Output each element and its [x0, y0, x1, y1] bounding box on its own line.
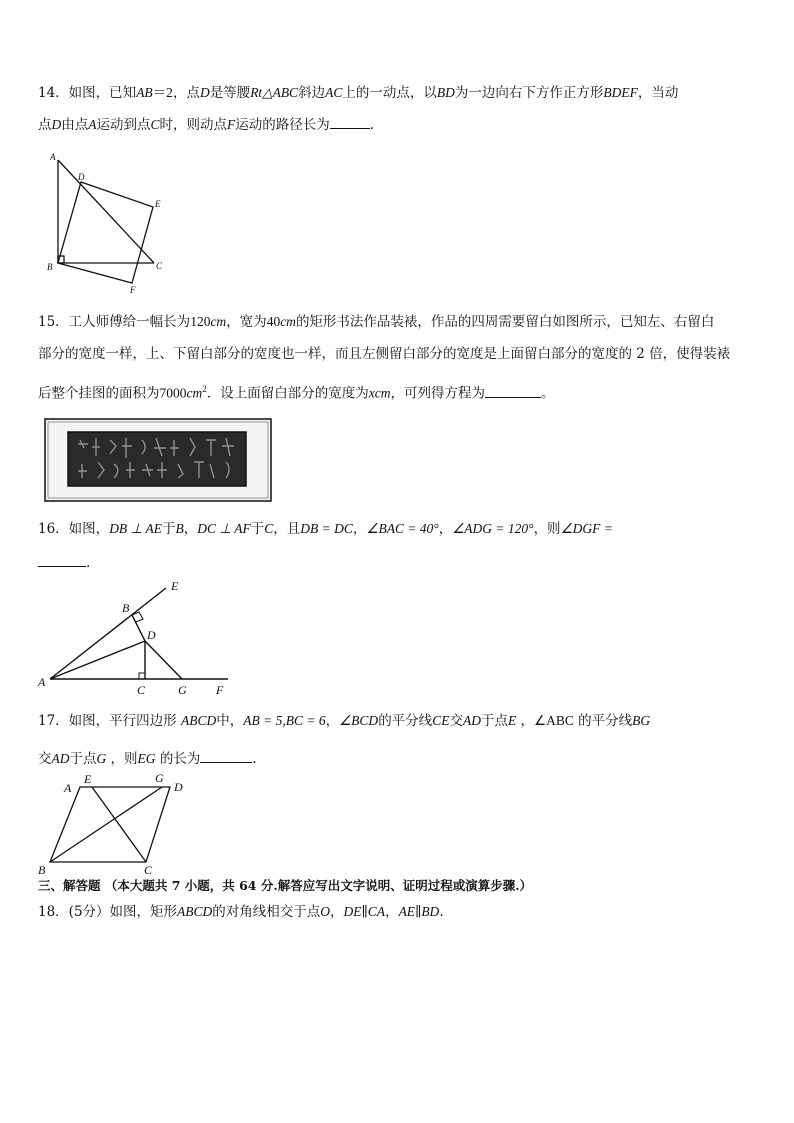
q17-label-e: E: [84, 772, 92, 786]
q14-label-c: C: [156, 261, 163, 271]
q15-line-1: 15．工人师傅给一幅长为120cm，宽为40cm的矩形书法作品装裱，作品的四周需要留白如图所示，已知左、右留白: [38, 314, 715, 330]
q16-label-a: A: [38, 675, 46, 689]
q17-line-1: 17．如图，平行四边形 ABCD中，AB = 5,BC = 6，∠BCD的平分线CE交AD于点E ，∠ABC 的平分线BG: [38, 713, 651, 729]
q14-line-2: 点D由点A运动到点C时，则动点F运动的路径长为 .: [38, 117, 375, 133]
q17-line-2: 交AD于点G ，则EG 的长为 .: [38, 751, 257, 767]
q15-line-3: 后整个挂图的面积为$7000cm^2$．设上面留白部分的宽度为xcm，可列得方程为 。: [38, 384, 555, 402]
q18-line-1: 18．(5分）如图，矩形ABCD的对角线相交于点O，DE∥CA，AE∥BD.: [38, 904, 444, 920]
q16-label-c: C: [137, 683, 146, 697]
q17-label-b: B: [38, 863, 46, 877]
q17-label-g: G: [155, 771, 164, 785]
q14-label-e: E: [155, 199, 161, 209]
answer-blank[interactable]: [330, 115, 370, 129]
q16-label-g: G: [178, 683, 187, 697]
q17-figure: [36, 770, 196, 878]
q16-line-1: 16．如图，DB ⊥ AE于B，DC ⊥ AF于C，且DB = DC，∠BAC = 40°，∠ADG = 120°，则∠DGF =: [38, 521, 613, 537]
q14-figure: [44, 150, 174, 295]
q17-label-a: A: [64, 781, 72, 795]
q14-label-d: D: [78, 172, 85, 182]
section-3-heading: 三、解答题 （本大题共 7 小题，共 64 分.解答应写出文字说明、证明过程或演算步骤.）: [38, 878, 533, 893]
q16-label-d: D: [147, 628, 156, 642]
q16-label-f: F: [216, 683, 224, 697]
q16-line-2: .: [38, 553, 90, 572]
q16-label-e: E: [171, 579, 179, 593]
q16-figure: [36, 578, 236, 700]
q15-line-2: 部分的宽度一样，上、下留白部分的宽度也一样，而且左侧留白部分的宽度是上面留白部分的宽度的 2 倍，使得装裱: [38, 346, 731, 362]
q16-label-b: B: [122, 601, 130, 615]
q14-label-f: F: [130, 285, 136, 295]
q15-calligraphy-figure: [44, 418, 274, 504]
q14-line-1: 14．如图，已知AB＝2，点D是等腰Rt△ABC斜边AC上的一动点，以BD为一边向右下方作正方形BDEF，当动: [38, 85, 679, 101]
answer-blank[interactable]: [200, 749, 252, 763]
q17-label-d: D: [174, 780, 183, 794]
q17-label-c: C: [144, 863, 153, 877]
answer-blank[interactable]: [38, 553, 86, 567]
answer-blank[interactable]: [485, 384, 541, 398]
q14-label-b: B: [47, 262, 53, 272]
q14-label-a: A: [50, 152, 56, 162]
